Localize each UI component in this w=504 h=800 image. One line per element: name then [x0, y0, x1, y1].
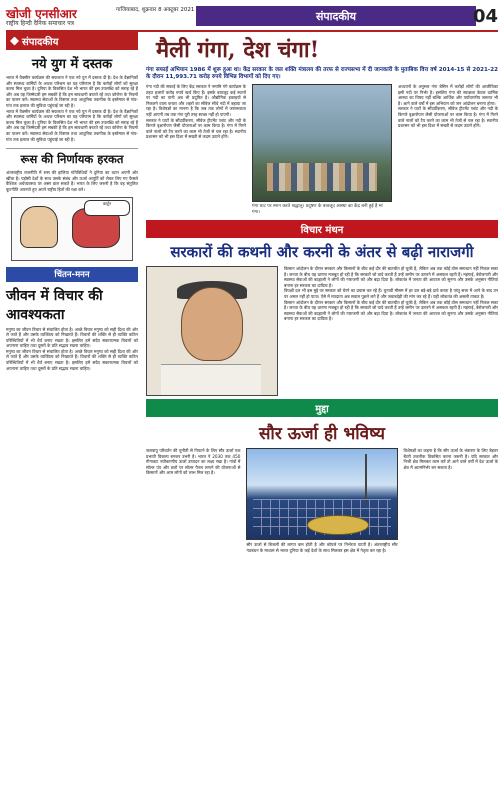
page-number: 04 [472, 6, 498, 27]
article3-col-1 [146, 448, 240, 553]
article2-headline: सरकारों की कथनी और करनी के अंतर से बढ़ी नाराजगी [170, 243, 474, 261]
editorial1-body: भारत में वैक्सीन कार्यक्रम की सफलता ने एक नये युग में दस्तक दी है। देश के वैज्ञानिकों और स्वास्थ्य कर्मियों के अथक परिश्रम का यह परिणाम है कि करोड़ों लोगों को सुरक्षा कवच मिल चुका है। दुनिया के विकसित देश भी भारत की इस उपलब्धि को सराह रहे हैं और अब यह जिम्मेदारी हम सबकी है कि हम सावधानी बरतते रहें तथा कोरोना के नियमों का पालन करें। स्वास्थ्य सेवाओं के विस्तार तथा आधुनिक तकनीक के इस्तेमाल से गांव-गांव तक इलाज की सुविधा पहुंचाई जा रही है। [6, 75, 138, 108]
editorial1-title: नये युग में दस्तक [31, 57, 113, 72]
logo-text: खोजी एनसीआर [6, 6, 77, 21]
editorial-header-label: संपादकीय [22, 37, 59, 48]
ganga-ghat-photo [252, 84, 392, 202]
lead-headline: मैली गंगा, देश चंगा! [156, 37, 320, 63]
article3-text-c: विशेषज्ञों का कहना है कि सौर ऊर्जा के भंडारण के लिए बेहतर बैटरी तकनीक विकसित करना जरूरी है। यदि सरकार और निजी क्षेत्र मिलकर काम करें तो आने वाले वर्षों में देश ऊर्जा के क्षेत्र में आत्मनिर्भर बन सकता है। [403, 448, 498, 470]
photo1-caption: गंगा घाट पर स्नान करते श्रद्धालु। प्रदूषण के बावजूद आस्था का केंद्र बनी हुई है मां गंगा। [252, 204, 383, 215]
thought-body-cont: मनुष्य का जीवन विचार से संचालित होता है। अच्छे विचार मनुष्य को सही दिशा की ओर ले जाते हैं और उसके व्यक्तित्व को निखारते हैं। विचारों की शक्ति से ही व्यक्ति कठिन परिस्थितियों में भी धैर्य बनाए रखता है। इसलिए हमें सदैव सकारात्मक विचारों को अपनाना चाहिए तथा दूसरों के प्रति सद्भाव रखना चाहिए। [6, 348, 138, 371]
thought-body: मनुष्य का जीवन विचार से संचालित होता है। अच्छे विचार मनुष्य को सही दिशा की ओर ले जाते हैं और उसके व्यक्तित्व को निखारते हैं। विचारों की शक्ति से ही व्यक्ति कठिन परिस्थितियों में भी धैर्य बनाए रखता है। इसलिए हमें सदैव सकारात्मक विचारों को अपनाना चाहिए तथा दूसरों के प्रति सद्भाव रखना चाहिए। [6, 326, 138, 349]
photo-crowd [267, 163, 377, 191]
masthead [6, 4, 498, 32]
lead-col-3-text-cont: सरकार ने घाटों के सौंदर्यीकरण, सीवेज ट्रीटमेंट प्लांट और नदी के किनारे वृक्षारोपण जैसी योजनाओं पर काम किया है। गंगा में गिरने वाले नालों को टैप करने का काम भी तेजी से चल रहा है। स्थानीय प्रशासन को भी इस दिशा में सख्ती से कदम उठाने होंगे। [398, 106, 498, 129]
article2-text-a: किसान आंदोलन के दौरान सरकार और किसानों के बीच कई दौर की बातचीत हो चुकी है, लेकिन अब तक कोई ठोस समाधान नहीं निकल सका है। जनता के बीच यह धारणा मजबूत हो रही है कि सरकारें जो वादे करती हैं उन्हें जमीन पर उतारने में असफल रहती हैं। महंगाई, बेरोजगारी और स्वास्थ्य सेवाओं की बदहाली ने लोगों की नाराजगी को और बढ़ा दिया है। लोकतंत्र में जनता की आवाज को सुनना और उसके अनुसार नीतियां बनाना हर सरकार का दायित्व है। [284, 266, 498, 288]
lead-col-1 [146, 84, 246, 216]
solar-panel-photo [246, 448, 397, 540]
article3-text-a: जलवायु परिवर्तन की चुनौती से निपटने के लिए सौर ऊर्जा एक प्रभावी विकल्प बनकर उभरी है। भारत ने 2030 तक 450 गीगावाट नवीकरणीय ऊर्जा उत्पादन का लक्ष्य रखा है। गांवों में सोलर पंप और छतों पर सोलर पैनल लगाने की योजनाओं से किसानों और आम लोगों को लाभ मिल रहा है। [146, 448, 241, 476]
right-column [146, 32, 498, 796]
article3-columns [146, 448, 498, 553]
editorial-header [6, 32, 138, 50]
article2-body [146, 266, 498, 322]
lead-col-1-text: गंगा नदी की सफाई के लिए केंद्र सरकार ने नमामि गंगे कार्यक्रम के तहत हजारों करोड़ रुपये खर्च किए हैं। इसके बावजूद कई स्थानों पर नदी का पानी अब भी प्रदूषित है। औद्योगिक इकाइयों से निकलने वाला कचरा और शहरों का सीवेज सीधे नदी में बहाया जा रहा है। विशेषज्ञों का मानना है कि जब तक लोगों में जागरूकता नहीं आएगी तब तक गंगा पूरी तरह स्वच्छ नहीं हो पाएगी। [146, 84, 246, 117]
vichar-manthan-band: विचार मंथन [146, 220, 498, 238]
section-banner: संपादकीय [196, 6, 476, 26]
cartoon-figure-left [20, 206, 58, 248]
cartoon-illustration [11, 197, 133, 261]
editorial2-body: अंतरराष्ट्रीय राजनीति में रूस की हालिया गतिविधियों ने दुनिया का ध्यान अपनी ओर खींचा है। पड़ोसी देशों के साथ उसके संबंध और ऊर्जा आपूर्ति को लेकर लिए गए फैसले वैश्विक अर्थव्यवस्था पर असर डाल सकते हैं। भारत के लिए जरूरी है कि वह संतुलित कूटनीति अपनाते हुए अपने राष्ट्रीय हितों की रक्षा करे। [6, 170, 138, 192]
article2-text-b: विपक्षी दल भी इस मुद्दे पर सरकार को घेरने का प्रयास कर रहे हैं। चुनावी मौसम में हर दल बड़े-बड़े दावे करता है परंतु सत्ता में आने के बाद उन पर अमल नहीं हो पाता। ऐसे में मतदाता अब सवाल पूछने लगे हैं और जवाबदेही की मांग कर रहे हैं। यही लोकतंत्र की असली ताकत है। [284, 288, 498, 299]
mudda-band: मुद्दा [146, 399, 498, 417]
article3-text-b: सौर ऊर्जा से बिजली की लागत कम होती है और कोयले पर निर्भरता घटती है। अंतरराष्ट्रीय सौर गठबंधन के माध्यम से भारत दुनिया के कई देशों के साथ मिलकर इस क्षेत्र में नेतृत्व कर रहा है। [246, 542, 398, 553]
editorial1-body-cont: भारत में वैक्सीन कार्यक्रम की सफलता ने एक नये युग में दस्तक दी है। देश के वैज्ञानिकों और स्वास्थ्य कर्मियों के अथक परिश्रम का यह परिणाम है कि करोड़ों लोगों को सुरक्षा कवच मिल चुका है। दुनिया के विकसित देश भी भारत की इस उपलब्धि को सराह रहे हैं और अब यह जिम्मेदारी हम सबकी है कि हम सावधानी बरतते रहें तथा कोरोना के नियमों का पालन करें। स्वास्थ्य सेवाओं के विस्तार तथा आधुनिक तकनीक के इस्तेमाल से गांव-गांव तक इलाज की सुविधा पहुंचाई जा रही है। [6, 108, 138, 142]
lead-photo-col [252, 84, 392, 216]
article3-photo-col [246, 448, 397, 553]
article3-col-3 [404, 448, 498, 553]
thought-title: जीवन में विचार की आवश्यकता [6, 287, 103, 323]
politician-photo [146, 266, 278, 396]
lead-article-columns [146, 84, 498, 216]
dateline: गाजियाबाद, शुक्रवार 8 अक्टूबर 2021 [116, 7, 195, 13]
article3-headline: सौर ऊर्जा ही भविष्य [258, 424, 386, 444]
cartoon-speech-bubble: कार्टून [84, 200, 130, 216]
diamond-icon [10, 37, 19, 46]
editorial2-title: रूस की निर्णायक हरकत [6, 148, 138, 167]
photo-tower [365, 454, 367, 504]
photo-shirt [161, 364, 261, 395]
article2-text-c: किसान आंदोलन के दौरान सरकार और किसानों के बीच कई दौर की बातचीत हो चुकी है, लेकिन अब तक कोई ठोस समाधान नहीं निकल सका है। जनता के बीच यह धारणा मजबूत हो रही है कि सरकारें जो वादे करती हैं उन्हें जमीन पर उतारने में असफल रहती हैं। महंगाई, बेरोजगारी और स्वास्थ्य सेवाओं की बदहाली ने लोगों की नाराजगी को और बढ़ा दिया है। लोकतंत्र में जनता की आवाज को सुनना और उसके अनुसार नीतियां बनाना हर सरकार का दायित्व है। [284, 299, 498, 322]
lead-paragraph: गंगा सफाई अभियान 1986 में शुरू हुआ था। केंद्र सरकार के जल शक्ति मंत्रालय की तरफ से राज्यसभा में दी जानकारी के मुताबिक वित्त वर्ष 2014-15 से 2021-22 के दौरान 11,993.71 करोड़ रुपये विभिन्न विभागों को दिए गए। [146, 67, 498, 80]
lead-col-3-text: अध्ययनों के अनुसार गंगा बेसिन में करोड़ों लोगों की आजीविका इसी नदी पर निर्भर है। इसलिए गंगा की स्वच्छता केवल धार्मिक आस्था का विषय नहीं बल्कि आर्थिक और पर्यावरणीय जरूरत भी है। आने वाले वर्षों में इस अभियान को जन आंदोलन बनाना होगा। [398, 84, 498, 106]
thought-header: चिंतन-मनन [6, 267, 138, 282]
newspaper-logo [6, 8, 77, 27]
photo-face [181, 287, 243, 361]
lead-col-3 [398, 84, 498, 216]
photo-coins [307, 515, 369, 535]
lead-col-1-text-cont: सरकार ने घाटों के सौंदर्यीकरण, सीवेज ट्रीटमेंट प्लांट और नदी के किनारे वृक्षारोपण जैसी योजनाओं पर काम किया है। गंगा में गिरने वाले नालों को टैप करने का काम भी तेजी से चल रहा है। स्थानीय प्रशासन को भी इस दिशा में सख्ती से कदम उठाने होंगे। [146, 117, 246, 140]
logo-subtitle: राष्ट्रीय हिन्दी दैनिक समाचार पत्र [6, 19, 74, 27]
left-column [6, 32, 138, 796]
